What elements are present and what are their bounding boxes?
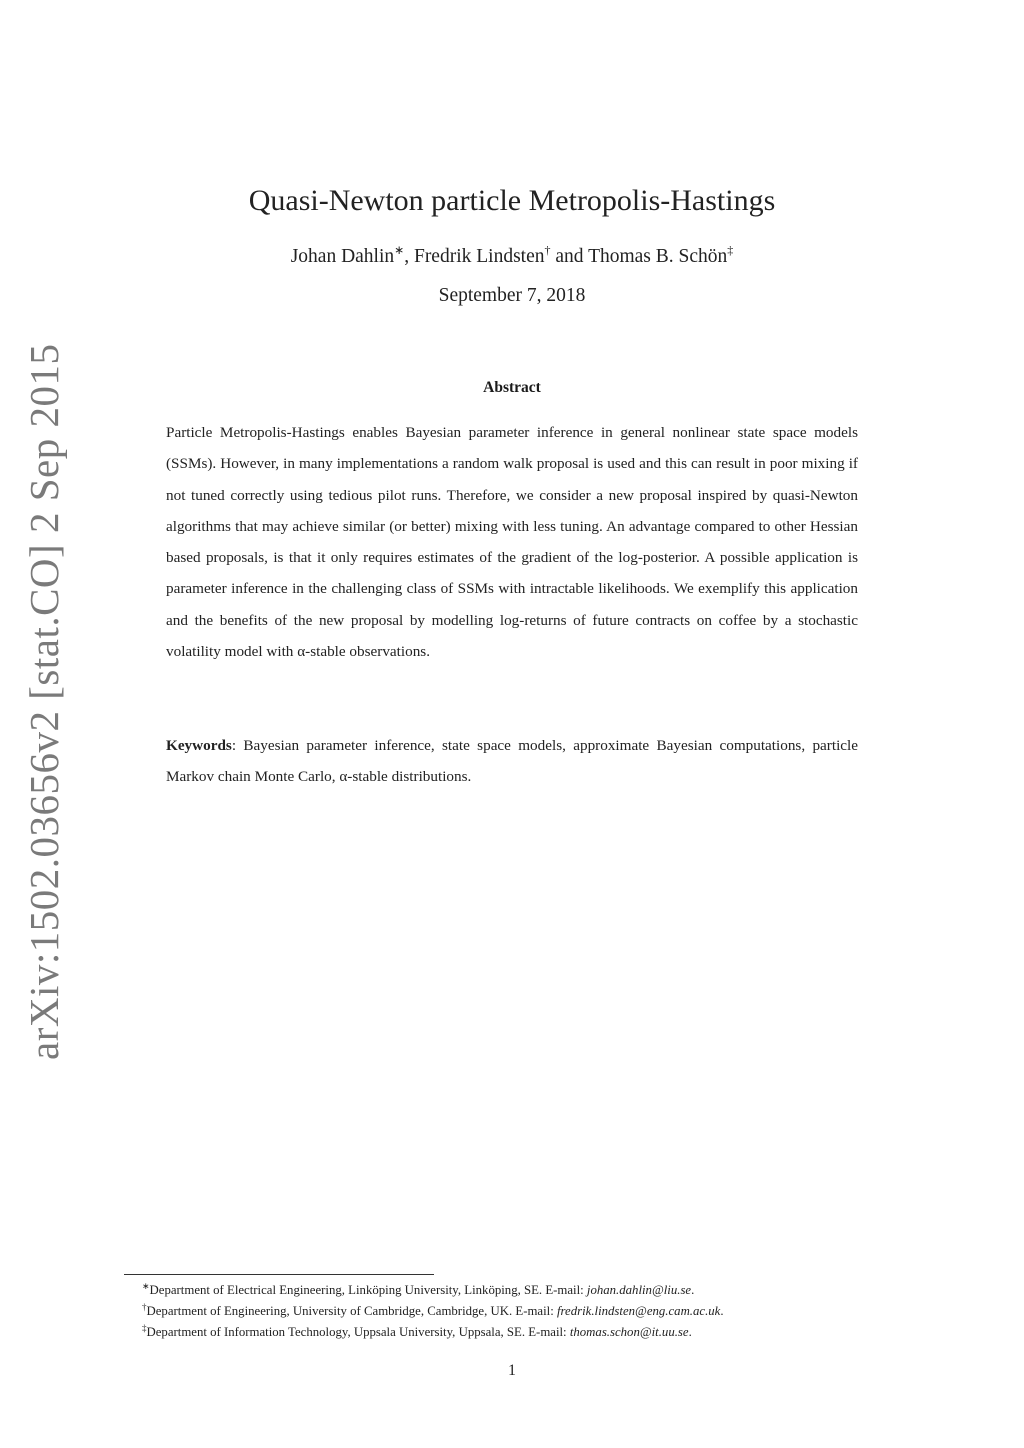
author-line [0, 243, 1024, 268]
footnote-dahlin [142, 1278, 882, 1299]
footnote-schon [142, 1320, 882, 1341]
footnote-email-link[interactable]: thomas.schon@it.uu.se [569, 1325, 689, 1339]
author-separator-2: and [550, 246, 589, 267]
abstract-heading: Abstract [483, 379, 541, 396]
page-number: 1 [508, 1362, 516, 1379]
keywords-text: : Bayesian parameter inference, state space models, approximate Bayesian computations, particle Markov chain Monte Carlo, α-stable distributions. [166, 737, 858, 786]
footnote-period: . [691, 1283, 695, 1297]
footnote-affiliation: Department of Information Technology, Uppsala University, Uppsala, SE. E-mail: [146, 1325, 570, 1339]
paper-title: Quasi-Newton particle Metropolis-Hastings [248, 184, 776, 217]
author-mark-1: ∗ [394, 243, 405, 257]
author-lindsten: Fredrik Lindsten [413, 246, 545, 267]
footnote-mark: ∗ [142, 1281, 150, 1291]
author-separator-1: , [404, 246, 414, 267]
footnote-mark: † [142, 1302, 147, 1312]
paper-date: September 7, 2018 [438, 285, 586, 306]
footnote-email-link[interactable]: johan.dahlin@liu.se [586, 1283, 692, 1297]
footnote-divider [124, 1274, 434, 1275]
author-dahlin: Johan Dahlin [290, 246, 395, 267]
keywords-label: Keywords [166, 737, 232, 754]
footnote-email-link[interactable]: fredrik.lindsten@eng.cam.ac.uk [556, 1304, 721, 1318]
abstract-text: Particle Metropolis-Hastings enables Bayesian parameter inference in general nonlinear state space models (SSMs). However, in many implementations a random walk proposal is used and this can result in poor mixing if not tuned correctly using tedious pilot runs. Therefore, we consider a new proposal inspired by quasi-Newton algorithms that may achieve similar (or better) mixing with less tuning. An advantage compared to other Hessian based proposals, is that it only requires estimates of the gradient of the log-posterior. A possible application is parameter inference in the challenging class of SSMs with intractable likelihoods. We exemplify this application and the benefits of the new proposal by modelling log-returns of future contracts on coffee by a stochastic volatility model with α-stable observations. [166, 424, 858, 661]
footnote-affiliation: Department of Electrical Engineering, Linköping University, Linköping, SE. E-mail: [149, 1283, 587, 1297]
footnote-mark: ‡ [142, 1323, 147, 1333]
keywords-paragraph [166, 730, 858, 793]
author-mark-3: ‡ [727, 243, 734, 257]
footnote-period: . [720, 1304, 724, 1318]
author-mark-2: † [544, 243, 551, 257]
footnote-period: . [688, 1325, 692, 1339]
footnote-lindsten [142, 1299, 882, 1320]
footnotes [142, 1278, 882, 1341]
footnote-affiliation: Department of Engineering, University of Cambridge, Cambridge, UK. E-mail: [146, 1304, 557, 1318]
author-schon: Thomas B. Schön [588, 246, 728, 267]
arxiv-identifier-stamp: arXiv:1502.03656v2 [stat.CO] 2 Sep 2015 [21, 343, 67, 1060]
